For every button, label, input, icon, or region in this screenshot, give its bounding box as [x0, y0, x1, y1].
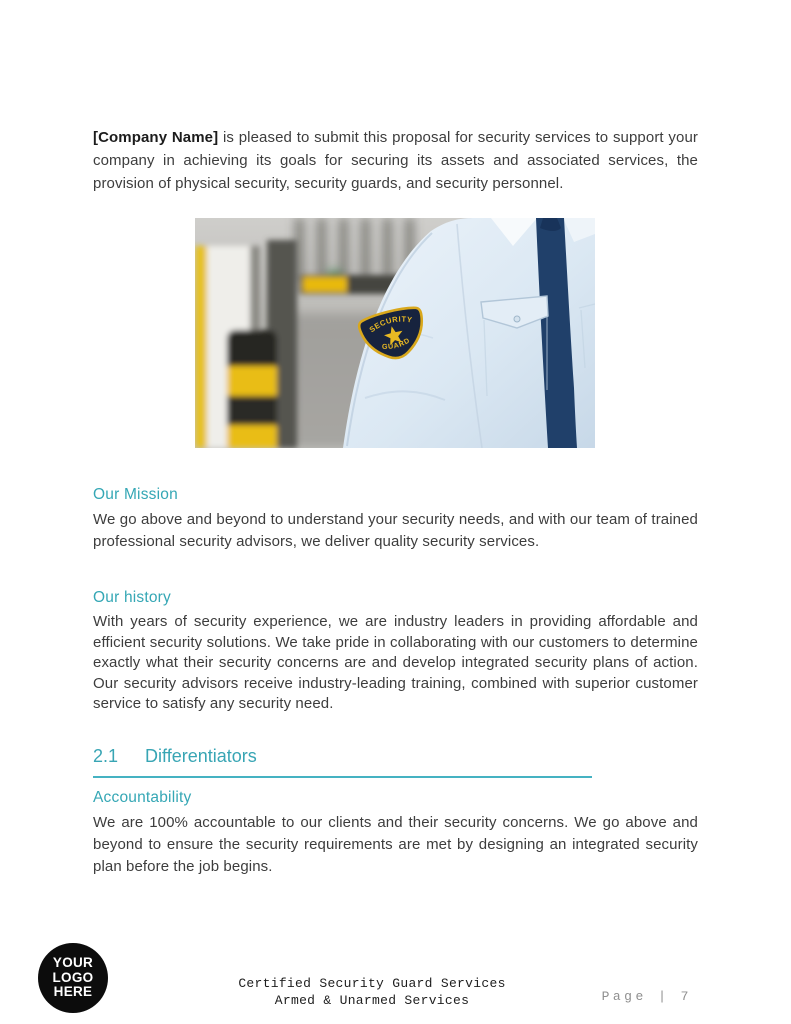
footer-title — [172, 975, 572, 1009]
page-number: Page | 7 — [601, 989, 692, 1004]
photo-striped-bollard — [227, 330, 277, 448]
logo-placeholder — [38, 943, 108, 1013]
mission-paragraph: We go above and beyond to understand your security needs, and with our team of trained professional security advisors, we deliver quality security services. — [93, 511, 698, 550]
security-guard-photo — [195, 218, 595, 448]
page-footer — [0, 930, 791, 1024]
logo-line: HERE — [53, 984, 93, 1000]
intro-paragraph — [93, 126, 698, 195]
intro-text: is pleased to submit this proposal for security services to support your company in achieving its goals for securing its assets and associated services, the provision of physical security, security guards, and security personnel. — [93, 129, 698, 192]
footer-title-line1: Certified Security Guard Services — [238, 976, 506, 991]
history-paragraph: With years of security experience, we are industry leaders in providing affordable and efficient security solutions. We take pride in collaborating with our customers to determine exactly what their security concerns are and develop integrated security plans of action. Our security advisors receive industry-leading training, combined with superior customer service to satisfy any security need. — [93, 613, 698, 713]
section-heading-differentiators — [93, 746, 592, 778]
section-number: 2.1 — [93, 746, 119, 766]
accountability-paragraph: We are 100% accountable to our clients and their security concerns. We go above and beyond to ensure the security requirements are met by designing an integrated security plan before the job begins. — [93, 814, 698, 875]
section-title: Differentiators — [145, 746, 257, 766]
security-guard-photo-graphic — [195, 218, 595, 448]
footer-title-line2: Armed & Unarmed Services — [274, 993, 470, 1008]
badge-text-top: SECURITY — [367, 314, 414, 335]
history-heading: Our history — [93, 589, 171, 606]
logo-line: YOUR — [52, 955, 94, 971]
logo-line: LOGO — [52, 969, 94, 985]
mission-heading: Our Mission — [93, 486, 178, 503]
accountability-heading: Accountability — [93, 789, 192, 806]
company-name-placeholder: [Company Name] — [93, 129, 219, 146]
badge-text-bottom: GUARD — [381, 335, 412, 351]
